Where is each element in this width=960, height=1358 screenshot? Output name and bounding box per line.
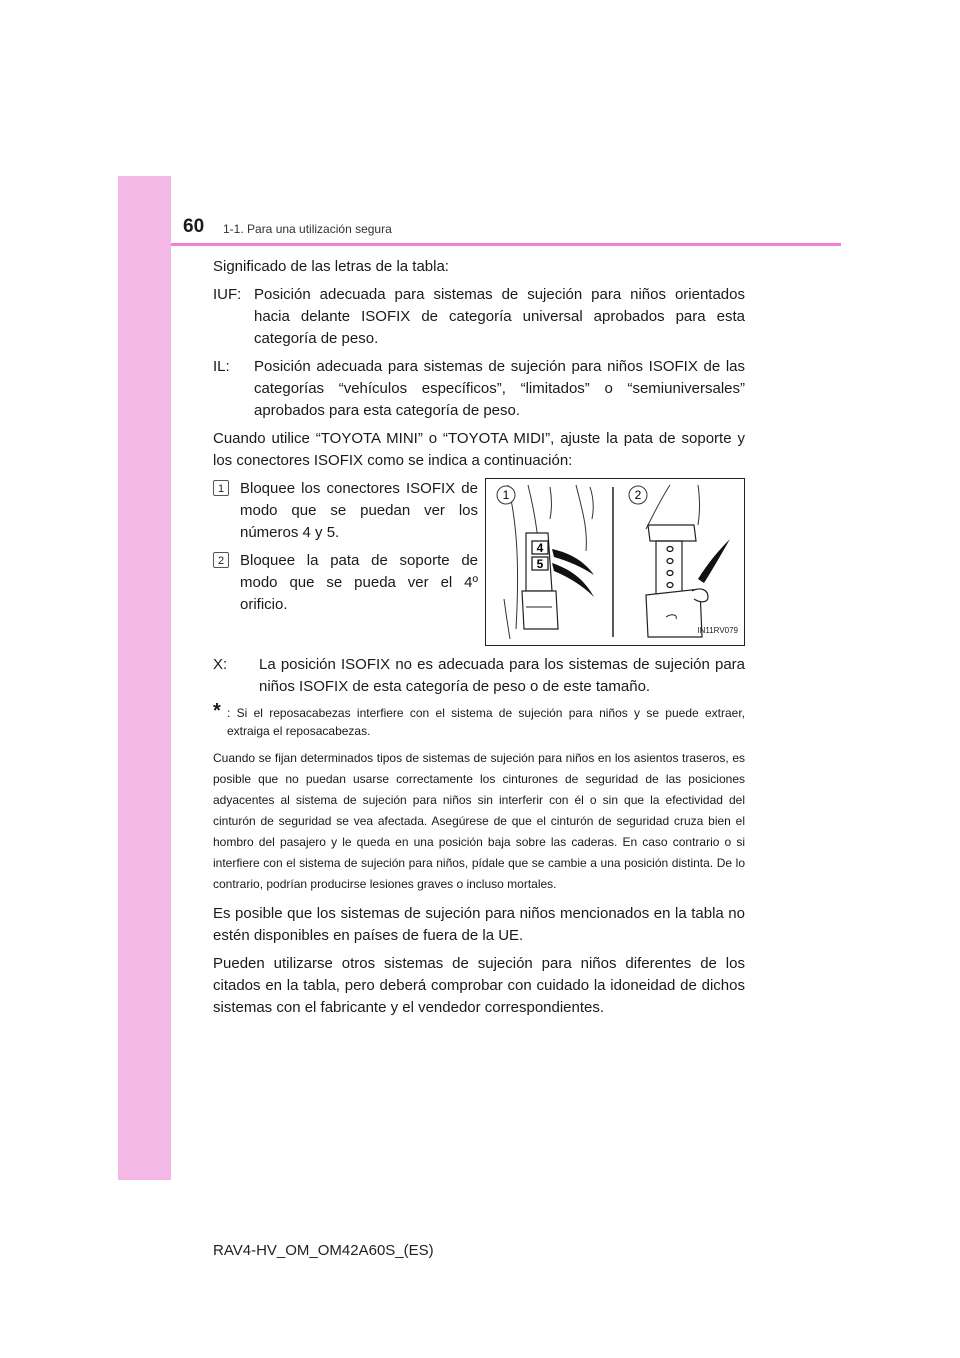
main-content xyxy=(213,256,745,1025)
section-sidebar-tab xyxy=(118,176,171,1180)
seat-line-f xyxy=(504,599,510,639)
seat-line-e xyxy=(590,487,593,519)
digit-5-label: 5 xyxy=(536,557,544,571)
step-text-1: Bloquee los conectores ISOFIX de modo que se puedan ver los números 4 y 5. xyxy=(240,480,478,541)
leg-line-b xyxy=(698,485,700,525)
term-x: X: xyxy=(213,656,228,673)
callout-2-label: 2 xyxy=(634,488,642,502)
term-iuf: IUF: xyxy=(213,286,242,303)
leg-line-a xyxy=(646,485,670,529)
hole-2 xyxy=(667,559,673,564)
arrow-hole-4 xyxy=(698,539,730,583)
definition-iuf xyxy=(213,284,745,350)
leg-release-button xyxy=(692,589,708,602)
hole-4 xyxy=(667,583,673,588)
connector-base xyxy=(522,591,558,629)
page-number: 60 xyxy=(183,216,205,237)
footnote-mark: * xyxy=(213,700,221,722)
steps-list xyxy=(213,478,478,646)
seat-line-d xyxy=(576,485,586,551)
leg-top-collar xyxy=(648,525,696,541)
warning-paragraph: Cuando se fijan determinados tipos de sistemas de sujeción para niños en los asientos traseros, es posible que no puedan usarse correctamente los cinturones de seguridad de las posiciones adyacentes al sistema de sujeción para niños sin interferir con él o sin que la efectividad del cinturón de seguridad se vea afectada. Asegúrese de que el cinturón de seguridad cruza bien el hombro del pasajero y le queda en una posición baja sobre las caderas. En caso contrario o si interfiere con el sistema de sujeción para niños, pídale que se cambie a una posición distinta. De lo contrario, podrían producirse lesiones graves o incluso mortales. xyxy=(213,751,745,891)
legend-intro: Significado de las letras de la tabla: xyxy=(213,258,449,275)
isofix-illustration xyxy=(485,478,745,646)
definition-x xyxy=(213,654,745,698)
availability-paragraph: Es posible que los sistemas de sujeción para niños mencionados en la tabla no estén disponibles en países de fuera de la UE. xyxy=(213,905,745,944)
figure-code: IN11RV079 xyxy=(697,626,738,635)
digit-4-label: 4 xyxy=(536,541,544,555)
document-code: RAV4-HV_OM_OM42A60S_(ES) xyxy=(213,1242,434,1259)
other-systems-paragraph: Pueden utilizarse otros sistemas de sujeción para niños diferentes de los citados en la tabla, pero deberá comprobar con cuidado la idoneidad de dichos sistemas con el fabricante y el vendedor correspondientes. xyxy=(213,955,745,1016)
definition-il xyxy=(213,356,745,422)
hole-1 xyxy=(667,547,673,552)
toyota-note: Cuando utilice “TOYOTA MINI” o “TOYOTA MIDI”, ajuste la pata de soporte y los conectores ISOFIX como se indica a continuación: xyxy=(213,430,745,469)
callout-1-label: 1 xyxy=(502,488,510,502)
step-number-1: 1 xyxy=(213,480,229,496)
term-il: IL: xyxy=(213,358,230,375)
desc-iuf: Posición adecuada para sistemas de sujeción para niños orientados hacia delante ISOFIX de categoría universal aprobados para esta categoría de peso. xyxy=(254,286,745,347)
step-1 xyxy=(213,478,478,544)
header-rule xyxy=(171,243,841,246)
seat-line-c xyxy=(550,487,552,519)
step-2 xyxy=(213,550,478,616)
hole-3 xyxy=(667,571,673,576)
step-number-2: 2 xyxy=(213,552,229,568)
section-title: 1-1. Para una utilización segura xyxy=(223,222,392,236)
step-text-2: Bloquee la pata de soporte de modo que se pueda ver el 4º orificio. xyxy=(240,552,478,613)
footnote-text: : Si el reposacabezas interfiere con el sistema de sujeción para niños y se puede extraer, extraiga el reposacabezas. xyxy=(227,706,745,738)
seat-line-a xyxy=(508,485,518,629)
desc-il: Posición adecuada para sistemas de sujeción para niños ISOFIX de las categorías “vehículos específicos”, “limitados” o “semiuniversales” aprobados para esta categoría de peso. xyxy=(254,358,745,419)
footnote xyxy=(213,700,745,740)
desc-x: La posición ISOFIX no es adecuada para los sistemas de sujeción para niños ISOFIX de esta categoría de peso o de este tamaño. xyxy=(259,656,745,695)
steps-with-figure xyxy=(213,478,745,646)
